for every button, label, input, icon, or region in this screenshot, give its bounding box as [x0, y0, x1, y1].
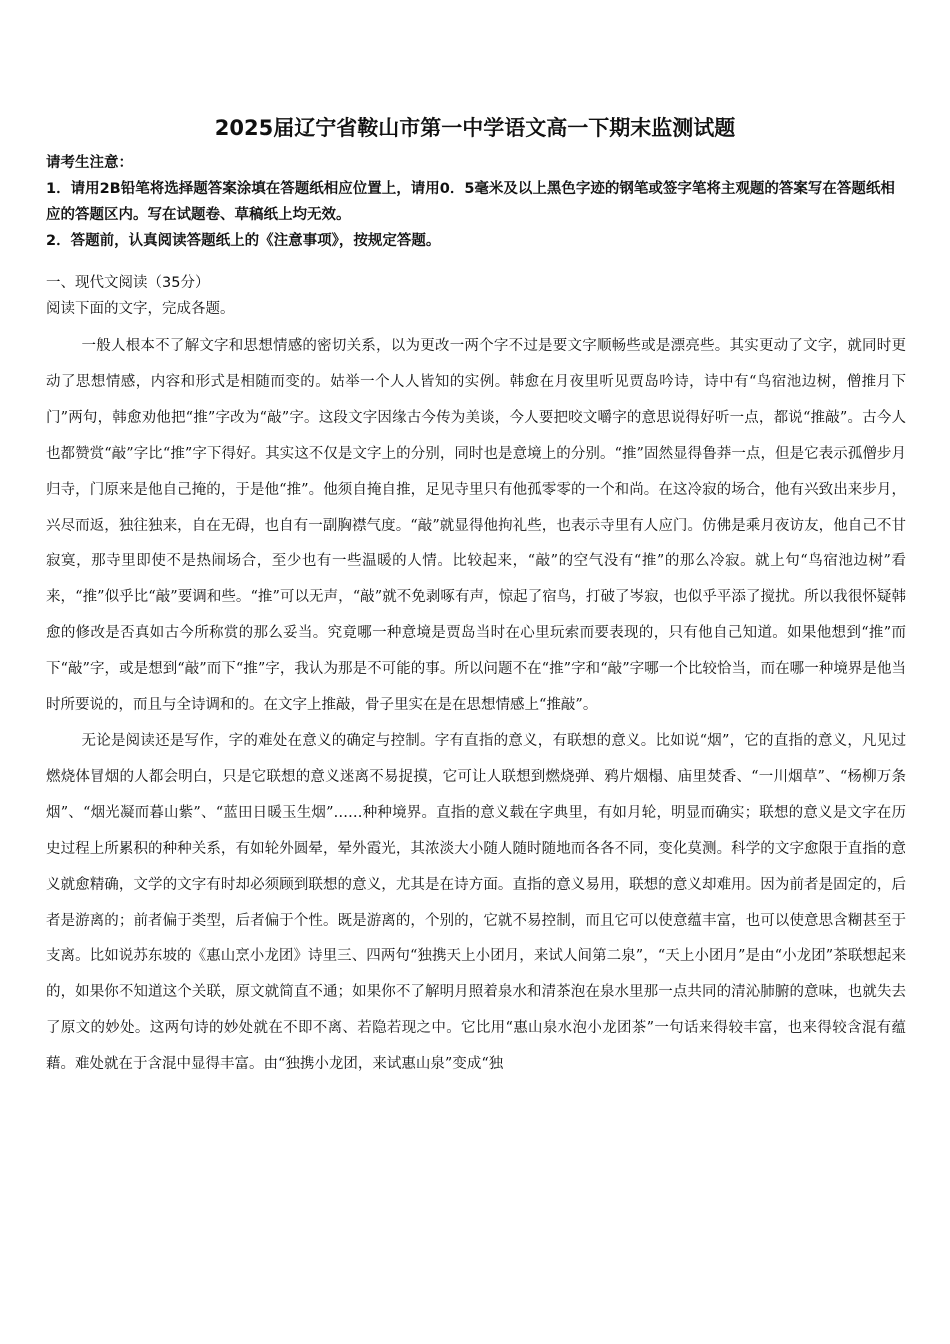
- passage-paragraph-1: 一般人根本不了解文字和思想情感的密切关系，以为更改一两个字不过是要文字顺畅些或是漂亮些。其实更动了文字，就同时更动了思想情感，内容和形式是相随而变的。姑举一个人人皆知的实例。韩愈在月夜里听见贾岛吟诗，诗中有“鸟宿池边树，僧推月下门”两句，韩愈劝他把“推”字改为“敲”字。这段文字因缘古今传为美谈，今人要把咬文嚼字的意思说得好听一点，都说“推敲”。古今人也都赞赏“敲”字比“推”字下得好。其实这不仅是文字上的分别，同时也是意境上的分别。“推”固然显得鲁莽一点，但是它表示孤僧步月归寺，门原来是他自己掩的，于是他“推”。他须自掩自推，足见寺里只有他孤零零的一个和尚。在这冷寂的场合，他有兴致出来步月，兴尽而返，独往独来，自在无碍，也自有一副胸襟气度。“敲”就显得他拘礼些，也表示寺里有人应门。仿佛是乘月夜访友，他自己不甘寂寞，那寺里即使不是热闹场合，至少也有一些温暖的人情。比较起来，“敲”的空气没有“推”的那么冷寂。就上句“鸟宿池边树”看来，“推”似乎比“敲”要调和些。“推”可以无声，“敲”就不免剥啄有声，惊起了宿鸟，打破了岑寂，也似乎平添了搅扰。所以我很怀疑韩愈的修改是否真如古今所称赏的那么妥当。究竟哪一种意境是贾岛当时在心里玩索而要表现的，只有他自己知道。如果他想到“推”而下“敲”字，或是想到“敲”而下“推”字，我认为那是不可能的事。所以问题不在“推”字和“敲”字哪一个比较恰当，而在哪一种境界是他当时所要说的，而且与全诗调和的。在文字上推敲，骨子里实在是在思想情感上“推敲”。: [46, 338, 906, 714]
- section-instruction: 阅读下面的文字，完成各题。: [46, 301, 235, 317]
- notice-item-1: 1．请用2B铅笔将选择题答案涂填在答题纸相应位置上，请用0．5毫米及以上黑色字迹的钢笔或签字笔将主观题的答案写在答题纸相应的答题区内。写在试题卷、草稿纸上均无效。: [46, 181, 895, 223]
- passage-paragraph-2: 无论是阅读还是写作，字的难处在意义的确定与控制。字有直指的意义，有联想的意义。比如说“烟”，它的直指的意义，凡见过燃烧体冒烟的人都会明白，只是它联想的意义迷离不易捉摸，它可让人联想到燃烧弹、鸦片烟榻、庙里焚香、“一川烟草”、“杨柳万条烟”、“烟光凝而暮山紫”、“蓝田日暖玉生烟”……种种境界。直指的意义载在字典里，有如月轮，明显而确实；联想的意义是文字在历史过程上所累积的种种关系，有如轮外圆晕，晕外霞光，其浓淡大小随人随时随地而各各不同，变化莫测。科学的文字愈限于直指的意义就愈精确，文学的文字有时却必须顾到联想的意义，尤其是在诗方面。直指的意义易用，联想的意义却难用。因为前者是固定的，后者是游离的；前者偏于类型，后者偏于个性。既是游离的，个别的，它就不易控制，而且它可以使意蕴丰富，也可以使意思含糊甚至于支离。比如说苏东坡的《惠山烹小龙团》诗里三、四两句“独携天上小团月，来试人间第二泉”，“天上小团月”是由“小龙团”茶联想起来的，如果你不知道这个关联，原文就简直不通；如果你不了解明月照着泉水和清茶泡在泉水里那一点共同的清沁肺腑的意味，也就失去了原文的妙处。这两句诗的妙处就在不即不离、若隐若现之中。它比用“惠山泉水泡小龙团茶”一句话来得较丰富，也来得较含混有蕴藉。难处就在于含混中显得丰富。由“独携小龙团，来试惠山泉”变成“独: [46, 732, 906, 1073]
- exam-notice: [46, 150, 908, 254]
- page-title: 2025届辽宁省鞍山市第一中学语文高一下期末监测试题: [214, 116, 736, 140]
- reading-passage: [46, 329, 906, 1083]
- section-heading: 一、现代文阅读（35分）: [46, 275, 210, 291]
- notice-heading: 请考生注意：: [46, 155, 133, 171]
- notice-item-2: 2．答题前，认真阅读答题纸上的《注意事项》，按规定答题。: [46, 233, 441, 249]
